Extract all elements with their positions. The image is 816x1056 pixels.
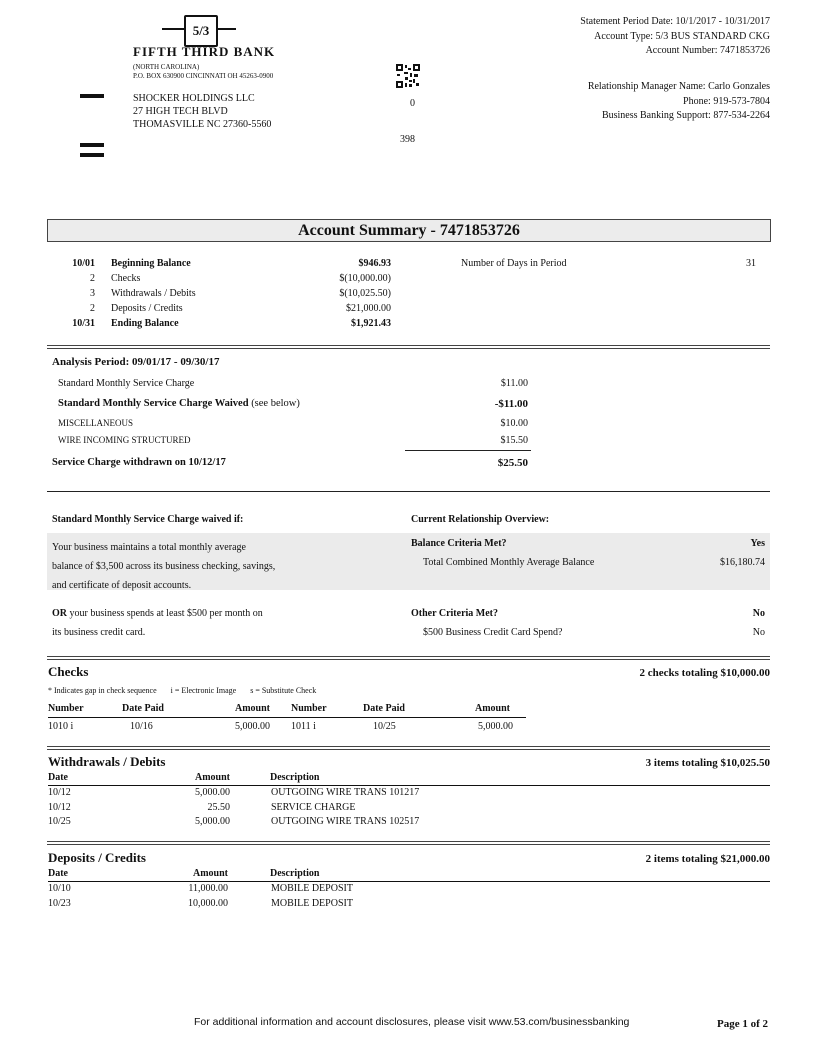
checks-total: 2 checks totaling $10,000.00 xyxy=(639,667,770,679)
days-in-period-label: Number of Days in Period xyxy=(461,258,567,269)
waiver-line: balance of $3,500 across its business checking, savings, xyxy=(52,561,276,572)
card-spend-label: $500 Business Credit Card Spend? xyxy=(423,627,563,638)
deposits-header xyxy=(48,868,770,882)
account-number: Account Number: 7471853726 xyxy=(645,45,770,56)
table-row xyxy=(48,816,770,831)
deposits-title: Deposits / Credits xyxy=(48,850,146,865)
summary-row-label: Withdrawals / Debits xyxy=(111,288,196,299)
other-criteria-label: Other Criteria Met? xyxy=(411,608,498,619)
account-type: Account Type: 5/3 BUS STANDARD CKG xyxy=(594,30,770,42)
smsc-waived-label xyxy=(58,398,300,409)
check-date: 10/25 xyxy=(373,721,396,732)
checks-legend xyxy=(48,686,316,695)
bank-address xyxy=(133,63,273,81)
row-description: OUTGOING WIRE TRANS 101217 xyxy=(271,787,420,798)
smsc-waived-amount: -$11.00 xyxy=(494,398,528,410)
divider xyxy=(47,746,770,750)
summary-row xyxy=(47,258,397,273)
withdrawals-total: 3 items totaling $10,025.50 xyxy=(645,757,770,769)
or-word: OR xyxy=(52,608,67,619)
manager-phone: Phone: 919-573-7804 xyxy=(683,95,770,107)
summary-row-label: Beginning Balance xyxy=(111,258,191,269)
row-description: SERVICE CHARGE xyxy=(271,801,356,813)
days-in-period-value: 31 xyxy=(746,258,756,269)
check-number: 1011 i xyxy=(291,721,316,732)
check-amount: 5,000.00 xyxy=(235,721,270,732)
subtotal-line xyxy=(405,450,531,451)
summary-row-ref: 3 xyxy=(90,288,95,299)
support-phone: Business Banking Support: 877-534-2264 xyxy=(601,110,770,121)
summary-row-amount: $(10,000.00) xyxy=(339,273,391,284)
mail-mark xyxy=(80,143,104,147)
deposits-total: 2 items totaling $21,000.00 xyxy=(645,853,770,865)
col-date-paid: Date Paid xyxy=(363,703,405,714)
legend-electronic: i = Electronic Image xyxy=(170,686,237,695)
relationship-overview-title: Current Relationship Overview: xyxy=(411,514,550,525)
summary-row-amount: $21,000.00 xyxy=(346,303,391,314)
waiver-text xyxy=(52,538,275,595)
customer-street: 27 HIGH TECH BLVD xyxy=(133,106,228,117)
summary-row xyxy=(47,288,397,303)
summary-row-amount: $(10,025.50) xyxy=(339,288,391,299)
summary-row-ref: 2 xyxy=(90,303,95,314)
check-date: 10/16 xyxy=(130,721,153,732)
page-number: Page 1 of 2 xyxy=(716,1018,768,1030)
col-description: Description xyxy=(270,772,320,783)
relationship-manager: Relationship Manager Name: Carlo Gonzales xyxy=(587,81,770,92)
customer-city: THOMASVILLE NC 27360-5560 xyxy=(133,119,272,130)
row-date: 10/10 xyxy=(48,883,71,894)
customer-name: SHOCKER HOLDINGS LLC xyxy=(133,93,255,104)
row-amount: 5,000.00 xyxy=(195,816,230,827)
check-amount: 5,000.00 xyxy=(478,721,513,732)
or-line: your business spends at least $500 per month on xyxy=(67,608,263,619)
bank-region: (NORTH CAROLINA) xyxy=(133,63,200,71)
col-date-paid: Date Paid xyxy=(122,703,164,714)
account-summary-title: Account Summary - 7471853726 xyxy=(47,219,771,242)
row-description: MOBILE DEPOSIT xyxy=(271,897,353,909)
withdrawals-header xyxy=(48,772,770,786)
smsc-label: Standard Monthly Service Charge xyxy=(58,378,195,389)
manager-info xyxy=(588,80,770,124)
table-row xyxy=(48,883,770,898)
balance-criteria-value: Yes xyxy=(750,538,765,549)
customer-address xyxy=(133,92,271,131)
bank-name xyxy=(133,44,275,60)
waiver-line: Your business maintains a total monthly average xyxy=(52,542,246,553)
or-text xyxy=(52,608,263,619)
deposits-rows xyxy=(48,883,770,912)
col-description: Description xyxy=(270,868,320,879)
waiver-line: and certificate of deposit accounts. xyxy=(52,580,192,591)
mail-mark xyxy=(80,94,104,98)
col-number: Number xyxy=(291,703,327,714)
balance-criteria-label: Balance Criteria Met? xyxy=(411,538,507,549)
summary-row xyxy=(47,273,397,288)
statement-info xyxy=(580,15,770,59)
combined-balance-value: $16,180.74 xyxy=(720,557,765,568)
col-amount: Amount xyxy=(192,868,228,879)
other-criteria-value: No xyxy=(752,608,765,619)
row-date: 10/12 xyxy=(48,787,71,798)
legend-gap: * Indicates gap in check sequence xyxy=(48,686,157,695)
col-amount: Amount xyxy=(474,703,510,714)
checks-title: Checks xyxy=(48,664,89,679)
row-date: 10/12 xyxy=(48,801,71,813)
statement-period: Statement Period Date: 10/1/2017 - 10/31/2017 xyxy=(580,16,770,27)
withdrawals-title: Withdrawals / Debits xyxy=(48,754,166,769)
col-amount: Amount xyxy=(194,772,230,783)
col-number: Number xyxy=(48,703,84,714)
summary-row-ref: 10/31 xyxy=(72,318,95,329)
row-description: MOBILE DEPOSIT xyxy=(271,883,353,894)
row-date: 10/25 xyxy=(48,816,71,827)
summary-row-label: Deposits / Credits xyxy=(111,303,183,314)
combined-balance-label: Total Combined Monthly Average Balance xyxy=(423,557,595,568)
withdrawn-label: Service Charge withdrawn on 10/12/17 xyxy=(52,457,226,468)
or-line2: its business credit card. xyxy=(52,627,146,638)
table-row xyxy=(48,802,770,817)
wire-label: WIRE INCOMING STRUCTURED xyxy=(58,435,191,445)
legend-substitute: s = Substitute Check xyxy=(250,686,317,695)
summary-table xyxy=(47,258,397,333)
col-date: Date xyxy=(48,868,68,879)
row-description: OUTGOING WIRE TRANS 102517 xyxy=(271,816,420,827)
bank-logo-text: 5/3 xyxy=(192,23,210,38)
summary-row-label: Checks xyxy=(111,273,141,284)
summary-row-ref: 10/01 xyxy=(72,258,95,269)
col-amount: Amount xyxy=(234,703,270,714)
smsc-waived-note: (see below) xyxy=(248,398,300,409)
row-amount: 5,000.00 xyxy=(195,787,230,798)
row-amount: 25.50 xyxy=(207,801,230,813)
table-row xyxy=(48,898,770,913)
row-amount: 10,000.00 xyxy=(188,897,228,909)
smsc-amount: $11.00 xyxy=(500,378,528,389)
divider xyxy=(47,345,770,349)
analysis-period-title: Analysis Period: 09/01/17 - 09/30/17 xyxy=(52,356,220,368)
row-date: 10/23 xyxy=(48,897,71,909)
bank-logo xyxy=(184,15,218,47)
mail-mark xyxy=(80,153,104,157)
summary-row-ref: 2 xyxy=(90,273,95,284)
summary-row xyxy=(47,303,397,318)
waiver-title: Standard Monthly Service Charge waived if: xyxy=(52,514,244,525)
bank-name-text: FIFTH THIRD BANK xyxy=(133,44,276,59)
smsc-waived-text: Standard Monthly Service Charge Waived xyxy=(58,398,249,409)
qr-code-icon xyxy=(396,64,420,88)
checks-header xyxy=(48,703,526,718)
withdrawn-amount: $25.50 xyxy=(497,457,528,469)
table-row xyxy=(48,787,770,802)
table-row xyxy=(48,721,526,735)
card-spend-value: No xyxy=(752,627,765,638)
summary-row-amount: $1,921.43 xyxy=(351,318,391,329)
summary-row xyxy=(47,318,397,333)
col-date: Date xyxy=(48,772,68,783)
mail-code-2: 398 xyxy=(400,134,415,145)
divider xyxy=(47,841,770,845)
summary-row-amount: $946.93 xyxy=(358,258,391,269)
mail-code-1: 0 xyxy=(410,98,415,109)
divider xyxy=(47,491,770,492)
footer-note: For additional information and account disclosures, please visit www.53.com/businessbanking xyxy=(194,1016,630,1028)
misc-label: MISCELLANEOUS xyxy=(58,418,134,428)
divider xyxy=(47,656,770,660)
wire-amount: $15.50 xyxy=(500,435,528,446)
misc-amount: $10.00 xyxy=(500,418,528,429)
withdrawals-rows xyxy=(48,787,770,831)
check-number: 1010 i xyxy=(48,721,74,732)
summary-row-label: Ending Balance xyxy=(111,318,179,329)
row-amount: 11,000.00 xyxy=(188,883,228,894)
bank-po-box: P.O. BOX 630900 CINCINNATI OH 45263-0900 xyxy=(133,72,274,80)
